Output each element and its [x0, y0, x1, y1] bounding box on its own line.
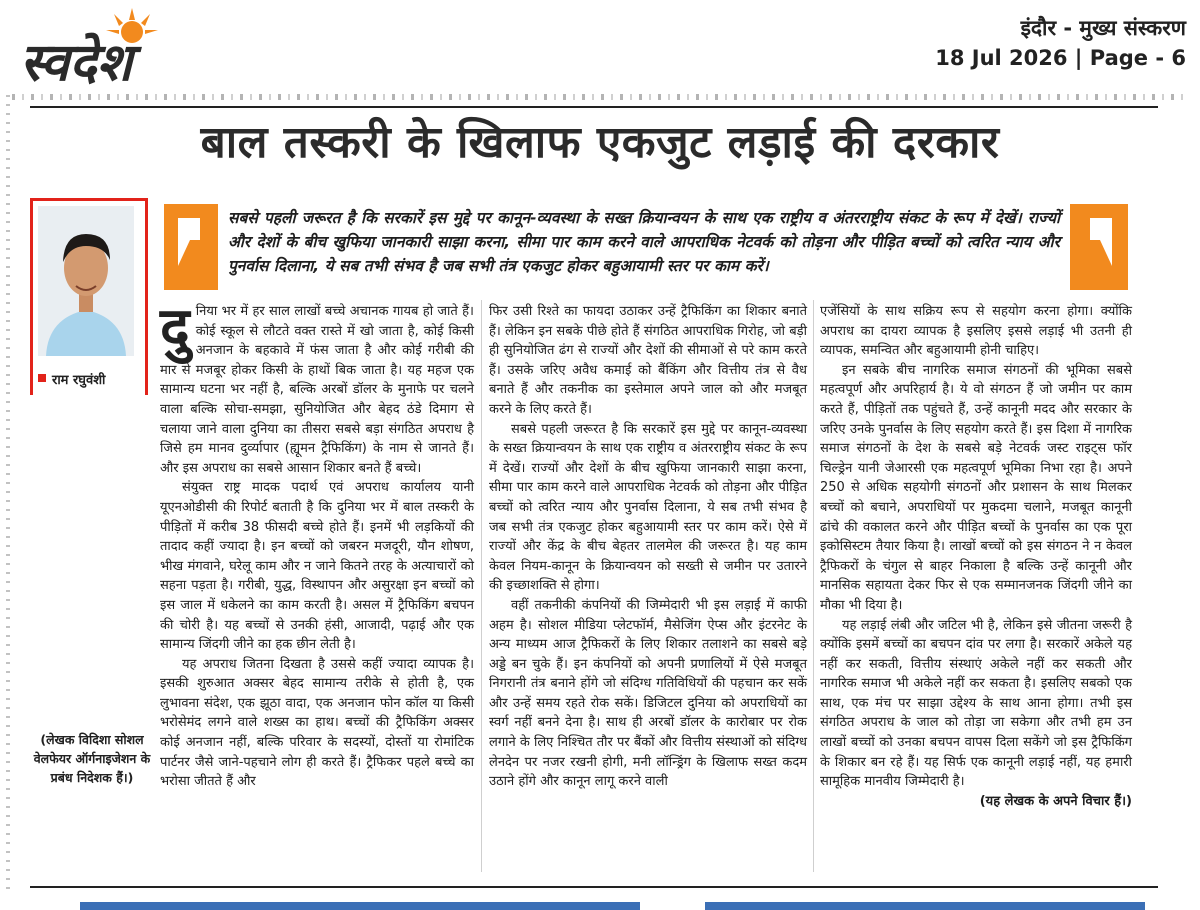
scan-left-edge [6, 95, 10, 895]
paragraph: यह अपराध जितना दिखता है उससे कहीं ज्यादा व्यापक है। इसकी शुरुआत अक्सर बेहद सामान्य तरीके से होती है, एक लुभावना संदेश, एक झूठा वादा, एक अनजान फोन कॉल या किसी भरोसेमंद लगने वाले शख्स का हाथ। बच्चों की ट्रैफिकिंग अक्सर कोई अनजान नहीं, बल्कि परिवार के सदस्यों, दोस्तों या रोमांटिक पार्टनर जैसे जाने-पहचाने लोग ही करते हैं। ट्रैफिकर पहले बच्चे का भरोसा जीतते हैं और [160, 656, 474, 790]
article-column-2 [489, 302, 807, 792]
article-column-1 [160, 296, 474, 792]
paragraph: एजेंसियों के साथ सक्रिय रूप से सहयोग करना होगा। क्योंकि अपराध का दायरा व्यापक है इसलिए इससे लड़ाई भी उतनी ही व्यापक, समन्वित और बहुआयामी होनी चाहिए। [820, 304, 1132, 359]
author-name: राम रघुवंशी [52, 373, 106, 388]
drop-cap: दु [160, 296, 190, 361]
scan-edge-strip [12, 94, 1188, 100]
author-disclaimer: (यह लेखक के अपने विचार हैं।) [979, 793, 1132, 809]
next-article-bar [80, 902, 640, 910]
paragraph: फिर उसी रिश्ते का फायदा उठाकर उन्हें ट्रैफिकिंग का शिकार बनाते हैं। लेकिन इन सबके पीछे होते हैं संगठित आपराधिक गिरोह, जो बड़ी ही सुनियोजित ढंग से राज्यों और देशों की सीमाओं से परे काम करते हैं। उसके जरिए अवैध कमाई को बैंकिंग और वित्तीय तंत्र से वैध बनाते हैं और तकनीक का इस्तेमाल अपने जाल को और मजबूत करने के लिए करते हैं। [489, 304, 807, 417]
author-bio: (लेखक विदिशा सोशल वेलफेयर ऑर्गनाइजेशन के प्रबंध निदेशक हैं।) [33, 732, 151, 785]
close-quote-icon [1070, 204, 1128, 290]
paragraph: सबसे पहली जरूरत है कि सरकारें इस मुद्दे पर कानून-व्यवस्था के सख्त क्रियान्वयन के साथ एक राष्ट्रीय व अंतरराष्ट्रीय संकट के रूप में देखें। राज्यों और देशों के बीच खुफिया जानकारी साझा करना, सीमा पार काम करने वाले आपराधिक नेटवर्क को तोड़ना और पीड़ित बच्चों को त्वरित न्याय और पुनर्वास दिलाना, ये सब तभी संभव है जब सभी तंत्र एकजुट होकर बहुआयामी स्तर पर काम करें। ऐसे में राज्यों और केंद्र के बीच बेहतर तालमेल की जरूरत है। यह काम केवल नियम-कानून के क्रियान्वयन को सख्ती से जमीन पर उतारने की इच्छाशक्ति से होगा। [489, 421, 807, 594]
paragraph: वहीं तकनीकी कंपनियों की जिम्मेदारी भी इस लड़ाई में काफी अहम है। सोशल मीडिया प्लेटफॉर्म, मैसेजिंग ऐप्स और इंटरनेट के अन्य माध्यम आज ट्रैफिकरों के लिए शिकार तलाशने का सबसे बड़े अड्डे बन चुके हैं। इन कंपनियों को अपनी प्रणालियों में ऐसे मजबूत निगरानी तंत्र बनाने होंगे जो संदिग्ध गतिविधियों की पहचान कर सकें और उन्हें समय रहते रोक सकें। डिजिटल दुनिया को अपराधियों का स्वर्ग नहीं बनने देना है। साथ ही अरबों डॉलर के कारोबार पर रोक लगाने के लिए निश्चित तौर पर बैंकों और वित्तीय संस्थाओं को संदिग्ध लेनदेन पर नजर रखनी होगी, मनी लॉन्ड्रिंग के खिलाफ सख्त कदम उठाने होंगे और कानून लागू करने वाली [489, 597, 807, 790]
date-page-label: 18 Jul 2026 | Page - 6 [935, 46, 1186, 70]
column-divider [481, 300, 482, 872]
logo-text: स्वदेश [20, 33, 133, 93]
edition-label: इंदौर - मुख्य संस्करण [1020, 16, 1186, 40]
top-rule [30, 106, 1158, 108]
article-headline: बाल तस्करी के खिलाफ एकजुट लड़ाई की दरकार [200, 117, 1000, 168]
paragraph: निया भर में हर साल लाखों बच्चे अचानक गायब हो जाते हैं। कोई स्कूल से लौटते वक्त रास्ते में खो जाता है, कोई किसी अनजान के बहकावे में फंस जाता है और कोई गरीबी की मार से मजबूर होकर किसी के हाथों बिक जाता है। यह महज एक सामान्य घटना भर नहीं है, बल्कि अरबों डॉलर के मुनाफे पर चलने वाला बल्कि सोचा-समझा, सुनियोजित और बेहद ठंडे दिमाग से चलाया जाने वाला दुनिया का तीसरा सबसे बड़ा संगठित अपराध है जिसे हम मानव दुर्व्यापार (ह्यूमन ट्रैफिकिंग) के नाम से जानते हैं। और इस अपराध का सबसे आसान शिकार बनते हैं बच्चे। [160, 304, 474, 476]
pull-quote: सबसे पहली जरूरत है कि सरकारें इस मुद्दे पर कानून-व्यवस्था के सख्त क्रियान्वयन के साथ एक राष्ट्रीय व अंतरराष्ट्रीय संकट के रूप में देखें। राज्यों और देशों के बीच खुफिया जानकारी साझा करना, सीमा पार काम करने वाले आपराधिक नेटवर्क को तोड़ना और पीड़ित बच्चों को त्वरित न्याय और पुनर्वास दिलाना, ये सब तभी संभव है जब सभी तंत्र एकजुट होकर बहुआयामी स्तर पर काम करें। [228, 209, 1060, 275]
open-quote-icon [164, 204, 218, 290]
newspaper-logo [14, 6, 244, 94]
article-column-3 [820, 302, 1132, 811]
paragraph: यह लड़ाई लंबी और जटिल भी है, लेकिन इसे जीतना जरूरी है क्योंकि इसमें बच्चों का बचपन दांव पर लगा है। सरकारें अकेले यह नहीं कर सकती, वित्तीय संस्थाएं अकेले नहीं कर सकती और नागरिक समाज भी अकेले नहीं कर सकता है। इसलिए सबको एक साथ, एक मंच पर साझा उद्देश्य के साथ आना होगा। तभी इस संगठित अपराध के जाल को तोड़ा जा सकेगा और तभी हम उन लाखों बच्चों को उनका बचपन वापस दिला सकेंगे जो इस ट्रैफिकिंग के शिकार बन रहे हैं। यह सिर्फ एक कानूनी लड़ाई नहीं, यह हमारी सामूहिक मानवीय जिम्मेदारी है। [820, 617, 1132, 790]
next-article-bar [705, 902, 1145, 910]
paragraph: संयुक्त राष्ट्र मादक पदार्थ एवं अपराध कार्यालय यानी यूएनओडीसी की रिपोर्ट बताती है कि दुनिया भर में बाल तस्करी के पीड़ितों में करीब 38 फीसदी बच्चे होते हैं। इनमें भी लड़कियों की तादाद कहीं ज्यादा है। इन बच्चों को जबरन मजदूरी, यौन शोषण, भीख मंगवाने, घरेलू काम और न जाने कितने तरह के अत्याचारों को सहना पड़ता है। गरीबी, युद्ध, विस्थापन और असुरक्षा इन बच्चों को इस जाल में धकेलने का काम करती है। असल में ट्रैफिकिंग बचपन की चोरी है। यह बच्चों से उनकी हंसी, आजादी, पढ़ाई और एक सामान्य जिंदगी जीने का हक छीन लेती है। [160, 480, 474, 653]
column-divider [813, 300, 814, 872]
paragraph: इन सबके बीच नागरिक समाज संगठनों की भूमिका सबसे महत्वपूर्ण और अपरिहार्य है। ये वो संगठन हैं जो जमीन पर काम करते हैं, पीड़ितों तक पहुंचते हैं, उन्हें कानूनी मदद और सरकार के जरिए उनके पुनर्वास के लिए सहयोग करते हैं। इस दिशा में नागरिक समाज संगठनों के देश के सबसे बड़े नेटवर्क जस्ट राइट्स फॉर चिल्ड्रेन यानी जेआरसी एक महत्वपूर्ण भूमिका निभा रहा है। अपने 250 से अधिक सहयोगी संगठनों और प्रशासन के साथ मिलकर बच्चों को बचाने, अपराधियों पर मुकदमा चलाने, मजबूत कानूनी ढांचे की वकालत करने और पीड़ित बच्चों के पुनर्वास का एक पूरा इकोसिस्टम तैयार किया है। लाखों बच्चों को इस संगठन ने न केवल ट्रैफिकरों के चंगुल से बाहर निकाला है बल्कि उन्हें कानूनी और मानसिक सहायता देकर फिर से एक सम्मानजनक जिंदगी जीने का मौका भी दिया है। [820, 362, 1132, 613]
author-bullet [38, 374, 46, 382]
author-photo [38, 206, 134, 356]
bottom-rule [30, 886, 1158, 888]
